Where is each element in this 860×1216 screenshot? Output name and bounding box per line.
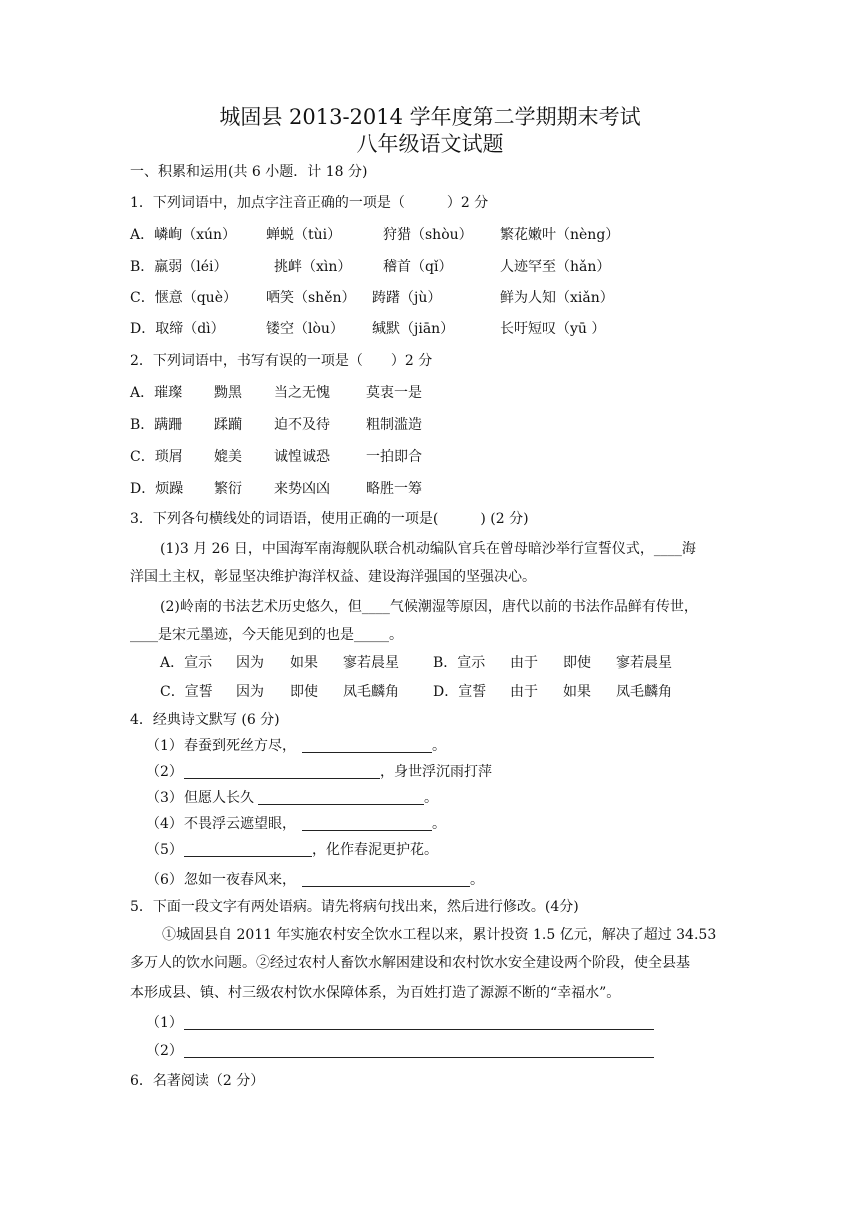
- q2-option-d: D．烦躁: [130, 481, 184, 497]
- q1-option-c-word2: 哂笑（shěn）: [266, 290, 356, 306]
- q1-option-c: C．惬意（què）: [130, 290, 237, 306]
- q4-item-6-number: （6）: [146, 872, 183, 888]
- exam-title-line2: 八年级语文试题: [356, 132, 504, 156]
- q3-option-d-word4: 凤毛麟角: [616, 684, 672, 700]
- q3-sentence2-line2: ____是宋元墨迹，今天能见到的也是_____。: [130, 627, 403, 643]
- q1-option-b-word2: 挑衅（xìn）: [274, 259, 352, 275]
- q6-stem: 6．名著阅读（2 分）: [130, 1073, 265, 1089]
- q5-answer-2-number: （2）: [146, 1043, 183, 1059]
- q3-option-b-word2: 由于: [510, 655, 538, 671]
- q4-item-4-blank[interactable]: [302, 830, 432, 831]
- q4-item-1-end: 。: [432, 738, 446, 754]
- q4-stem: 4．经典诗文默写 (6 分): [130, 712, 280, 728]
- q3-option-a: A．宣示: [160, 655, 213, 671]
- q1-stem: 1．下列词语中，加点字注音正确的一项是（ ）2 分: [130, 195, 489, 211]
- q4-item-3-prompt: 但愿人长久: [184, 790, 254, 806]
- q1-option-d: D．取缔（dì）: [130, 321, 225, 337]
- q5-stem: 5．下面一段文字有两处语病。请先将病句找出来，然后进行修改。(4分): [130, 899, 579, 915]
- q4-item-1-prompt: 春蚕到死丝方尽，: [184, 738, 296, 754]
- q3-option-d-word3: 如果: [563, 684, 591, 700]
- q3-option-c: C．宣誓: [160, 684, 213, 700]
- q4-item-4-end: 。: [432, 816, 446, 832]
- q3-sentence2-line1: (2)岭南的书法艺术历史悠久，但____气候潮湿等原因，唐代以前的书法作品鲜有传世，: [160, 599, 698, 615]
- q1-option-a: A．嶙峋（xún）: [130, 227, 237, 243]
- q4-item-2-number: （2）: [146, 764, 183, 780]
- q2-option-a-word3: 当之无愧: [274, 385, 330, 401]
- q4-item-4-number: （4）: [146, 816, 183, 832]
- q4-item-3-number: （3）: [146, 790, 183, 806]
- q3-option-d: D．宣誓: [433, 684, 487, 700]
- q2-option-d-word4: 略胜一筹: [366, 481, 422, 497]
- q4-item-5-number: （5）: [146, 842, 183, 858]
- q4-item-5-end: ，化作春泥更护花。: [312, 842, 438, 858]
- q5-answer-2-blank[interactable]: [184, 1057, 654, 1058]
- q2-option-a-word4: 莫衷一是: [366, 385, 422, 401]
- q1-option-b-word4: 人迹罕至（hǎn）: [500, 259, 611, 275]
- q4-item-6-end: 。: [470, 872, 484, 888]
- q3-option-b-word3: 即使: [563, 655, 591, 671]
- q5-passage-line1: ①城固县自 2011 年实施农村安全饮水工程以来，累计投资 1.5 亿元，解决了超过 34.53: [162, 927, 717, 943]
- q3-option-c-word2: 因为: [236, 684, 264, 700]
- q1-option-c-word3: 踌躇（jù）: [372, 290, 442, 306]
- q5-answer-1-number: （1）: [146, 1015, 183, 1031]
- q2-option-b-word4: 粗制滥造: [366, 417, 422, 433]
- q2-option-b: B．蹒跚: [130, 417, 183, 433]
- q4-item-2-end: ，身世浮沉雨打萍: [380, 764, 492, 780]
- q2-option-c-word4: 一拍即合: [366, 449, 422, 465]
- q2-option-c: C．琐屑: [130, 449, 183, 465]
- q2-option-b-word3: 迫不及待: [274, 417, 330, 433]
- q4-item-1-number: （1）: [146, 738, 183, 754]
- q4-item-6-blank[interactable]: [302, 886, 470, 887]
- q1-option-c-word4: 鲜为人知（xiǎn）: [500, 290, 614, 306]
- q2-stem: 2．下列词语中，书写有误的一项是（ ）2 分: [130, 353, 433, 369]
- q4-item-3-end: 。: [424, 790, 438, 806]
- q3-option-b: B．宣示: [433, 655, 486, 671]
- q2-option-c-word2: 媲美: [214, 449, 242, 465]
- q1-option-d-word2: 镂空（lòu）: [266, 321, 344, 337]
- q3-option-a-word2: 因为: [236, 655, 264, 671]
- section-heading: 一、积累和运用(共 6 小题．计 18 分): [130, 164, 368, 180]
- q3-option-b-word4: 寥若晨星: [616, 655, 672, 671]
- q1-option-b-word3: 稽首（qǐ）: [383, 259, 453, 275]
- q3-sentence1-line2: 洋国土主权，彰显坚决维护海洋权益、建设海洋强国的坚强决心。: [130, 569, 536, 585]
- q3-option-d-word2: 由于: [510, 684, 538, 700]
- q3-sentence1-line1: (1)3 月 26 日，中国海军南海舰队联合机动编队官兵在曾母暗沙举行宣誓仪式，____海: [160, 541, 696, 557]
- q3-option-c-word4: 凤毛麟角: [343, 684, 399, 700]
- q3-option-c-word3: 即使: [290, 684, 318, 700]
- q2-option-d-word2: 繁衍: [214, 481, 242, 497]
- q2-option-a: A．璀璨: [130, 385, 183, 401]
- q4-item-2-blank[interactable]: [184, 778, 380, 779]
- q5-passage-line3: 本形成县、镇、村三级农村饮水保障体系，为百姓打造了源源不断的“幸福水”。: [130, 985, 621, 1001]
- q2-option-c-word3: 诚惶诚恐: [274, 449, 330, 465]
- q2-option-d-word3: 来势凶凶: [274, 481, 330, 497]
- q1-option-a-word2: 蝉蜕（tùi）: [266, 227, 342, 243]
- q1-option-d-word4: 长吁短叹（yū ）: [500, 321, 606, 337]
- exam-title-line1: 城固县 2013-2014 学年度第二学期期末考试: [219, 105, 641, 129]
- q4-item-3-blank[interactable]: [258, 804, 424, 805]
- q4-item-1-blank[interactable]: [302, 752, 432, 753]
- q4-item-6-prompt: 忽如一夜春风来，: [184, 872, 296, 888]
- q1-option-b: B．羸弱（léi）: [130, 259, 228, 275]
- q2-option-b-word2: 蹂躏: [214, 417, 242, 433]
- q1-option-d-word3: 缄默（jiān）: [372, 321, 455, 337]
- q5-answer-1-blank[interactable]: [184, 1029, 654, 1030]
- q4-item-5-blank[interactable]: [184, 856, 312, 857]
- q3-option-a-word3: 如果: [290, 655, 318, 671]
- q4-item-4-prompt: 不畏浮云遮望眼，: [184, 816, 296, 832]
- q3-option-a-word4: 寥若晨星: [343, 655, 399, 671]
- q2-option-a-word2: 黝黑: [214, 385, 242, 401]
- q5-passage-line2: 多万人的饮水问题。②经过农村人畜饮水解困建设和农村饮水安全建设两个阶段，使全县基: [130, 955, 690, 971]
- q1-option-a-word3: 狩猎（shòu）: [383, 227, 473, 243]
- q3-stem: 3．下列各句横线处的词语语，使用正确的一项是( ) (2 分): [130, 511, 529, 527]
- q1-option-a-word4: 繁花嫩叶（nèng）: [500, 227, 620, 243]
